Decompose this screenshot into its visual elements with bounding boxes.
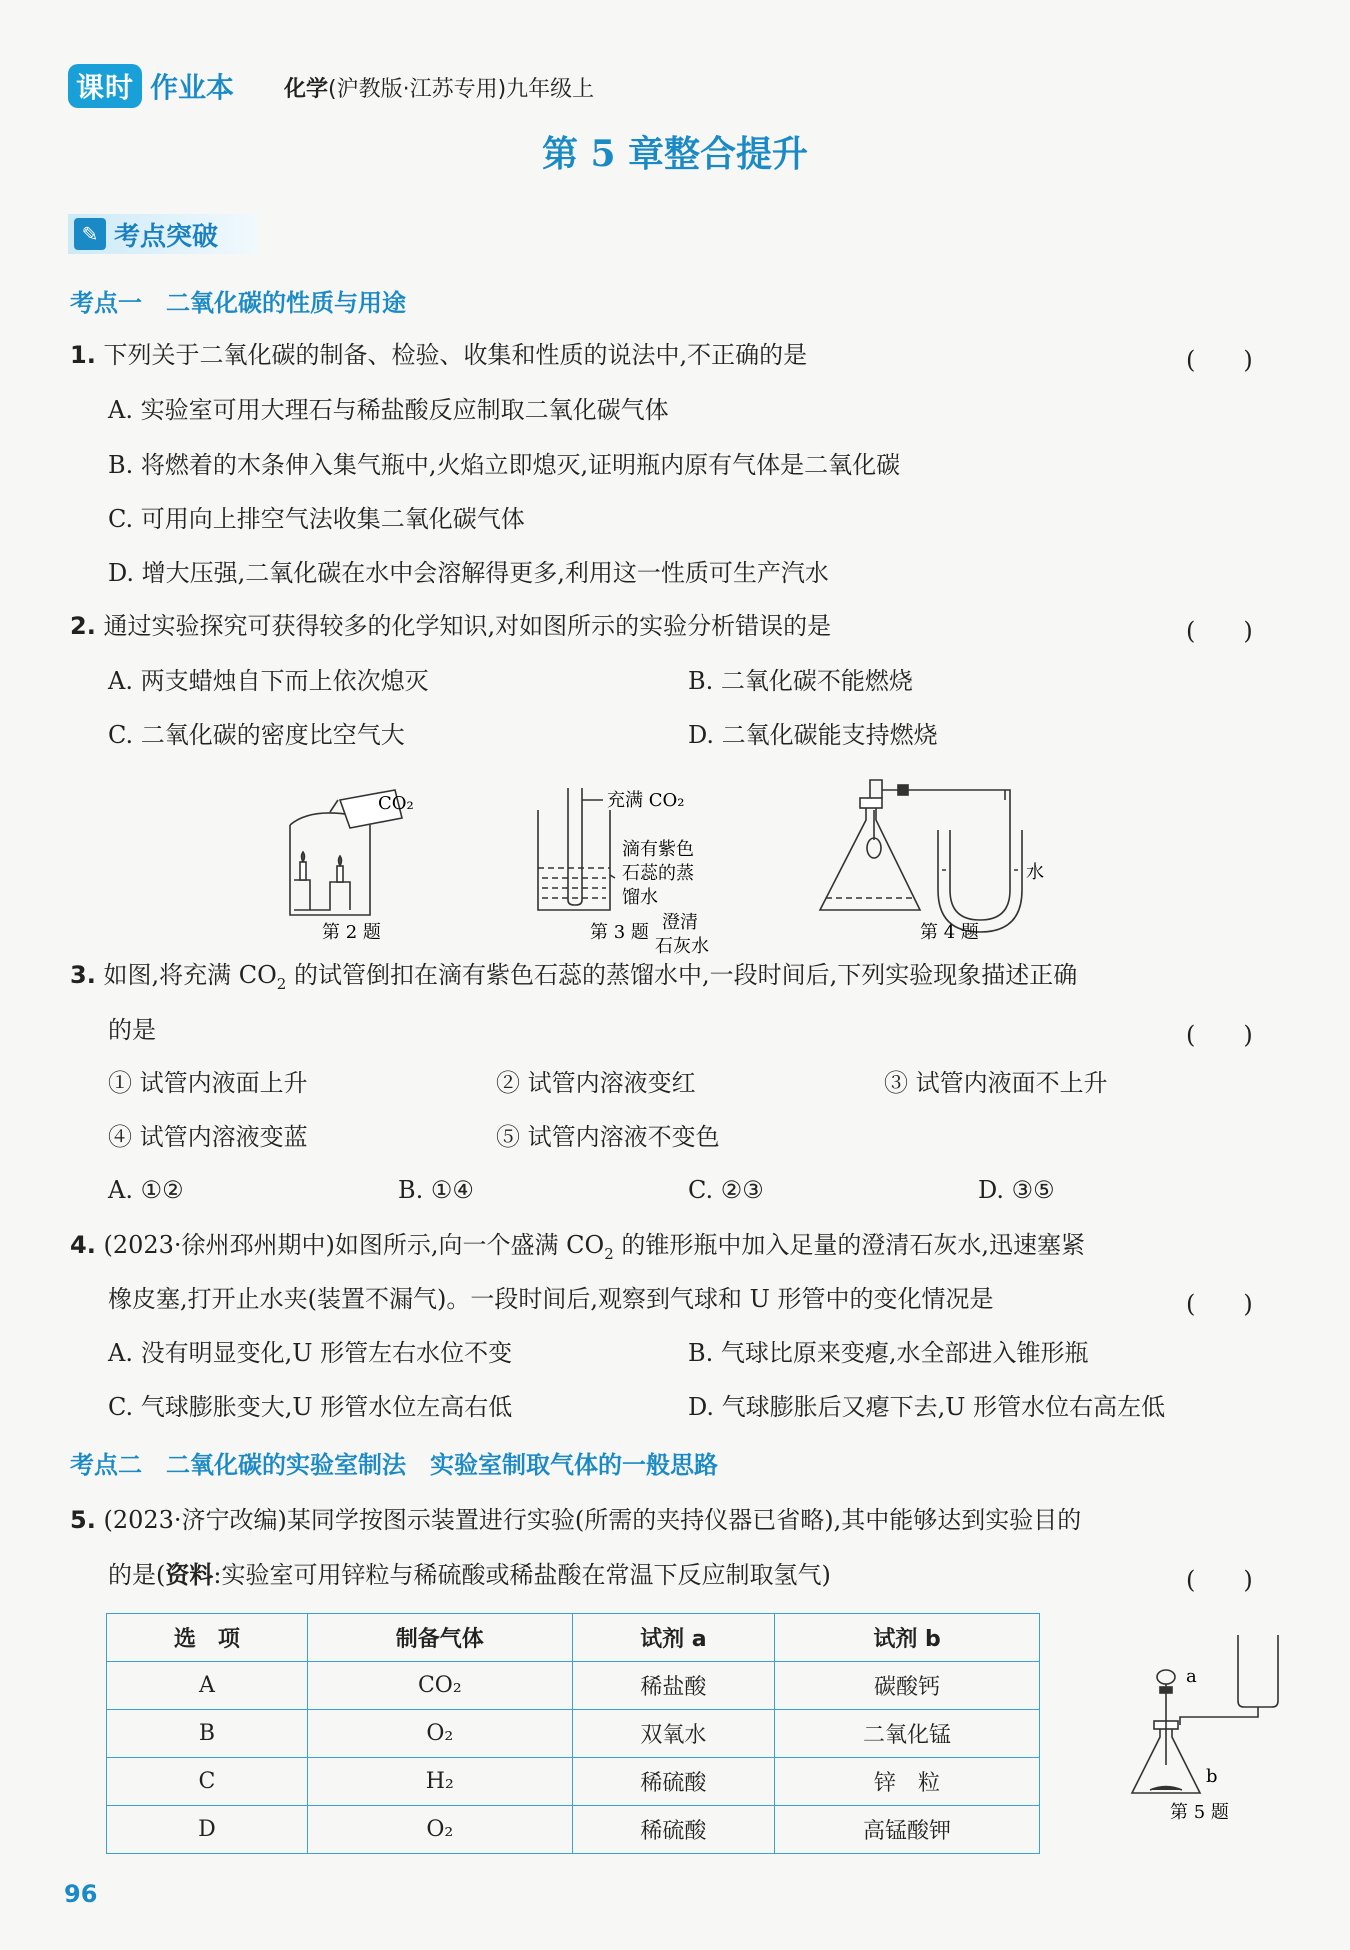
q1-number: 1. (70, 341, 96, 369)
q5-answer-paren: ( ) (1186, 1566, 1253, 1594)
q4-answer-paren: ( ) (1186, 1290, 1253, 1318)
table-cell: D (107, 1806, 308, 1854)
logo-badge: 课时 (68, 64, 142, 108)
table-header-row (107, 1614, 1040, 1662)
point-1: 考点一 二氧化碳的性质与用途 (70, 289, 406, 317)
fig3-caption: 第 3 题 (590, 922, 649, 943)
fig5-caption: 第 5 题 (1170, 1802, 1229, 1823)
q3-option-d: D. ③⑤ (978, 1176, 1055, 1204)
q3-answer-paren: ( ) (1186, 1021, 1253, 1049)
fig3-top-label: 充满 CO₂ (607, 790, 685, 811)
header-subject (284, 72, 594, 103)
q4-number: 4. (70, 1231, 96, 1259)
table-cell: CO₂ (307, 1662, 572, 1710)
fig4-caption: 第 4 题 (920, 922, 979, 943)
q2-text: 通过实验探究可获得较多的化学知识,对如图所示的实验分析错误的是 (103, 612, 832, 640)
pencil-icon: ✎ (74, 218, 106, 250)
table-cell: H₂ (307, 1758, 572, 1806)
q4-text-a: (2023·徐州邳州期中)如图所示,向一个盛满 CO (103, 1231, 605, 1259)
fig4-label-2: 石灰水 (655, 936, 709, 957)
q3-statement-4: ④ 试管内溶液变蓝 (108, 1123, 308, 1151)
q3-text-b: 的试管倒扣在滴有紫色石蕊的蒸馏水中,一段时间后,下列实验现象描述正确 (286, 961, 1078, 989)
table-cell: 双氧水 (572, 1710, 774, 1758)
fig5-b-label: b (1206, 1766, 1218, 1787)
fig4-label-1: 澄清 (662, 912, 698, 933)
table-cell: 高锰酸钾 (775, 1806, 1040, 1854)
q1-option-a: A. 实验室可用大理石与稀盐酸反应制取二氧化碳气体 (108, 396, 669, 424)
table-cell: 稀硫酸 (572, 1758, 774, 1806)
q2-option-c: C. 二氧化碳的密度比空气大 (108, 721, 405, 749)
header-logo (68, 66, 234, 106)
q2-answer-paren: ( ) (1186, 617, 1253, 645)
logo-text: 作业本 (150, 71, 235, 104)
point-2: 考点二 二氧化碳的实验室制法 实验室制取气体的一般思路 (70, 1451, 718, 1479)
table-cell: O₂ (307, 1710, 572, 1758)
fig2-caption: 第 2 题 (322, 922, 381, 943)
table-row (107, 1758, 1040, 1806)
q3-text-a: 如图,将充满 CO (103, 961, 277, 989)
q3-statement-2: ② 试管内溶液变红 (496, 1069, 696, 1097)
fig3-label-3: 馏水 (622, 887, 658, 908)
q4-option-c: C. 气球膨胀变大,U 形管水位左高右低 (108, 1393, 513, 1421)
q1-option-b: B. 将燃着的木条伸入集气瓶中,火焰立即熄灭,证明瓶内原有气体是二氧化碳 (108, 451, 901, 479)
table-cell: 锌 粒 (775, 1758, 1040, 1806)
q5-text-2c: :实验室可用锌粒与稀硫酸或稀盐酸在常温下反应制取氢气) (213, 1561, 831, 1589)
q2-option-b: B. 二氧化碳不能燃烧 (688, 667, 913, 695)
section-title: 考点突破 (114, 221, 219, 252)
q1-answer-paren: ( ) (1186, 346, 1253, 374)
fig3-label-1: 滴有紫色 (622, 839, 694, 860)
figure-5 (1120, 1625, 1290, 1825)
q1-option-d: D. 增大压强,二氧化碳在水中会溶解得更多,利用这一性质可生产汽水 (108, 559, 829, 587)
table-cell: O₂ (307, 1806, 572, 1854)
table-header: 试剂 b (775, 1614, 1040, 1662)
q4-sub: 2 (604, 1244, 614, 1263)
fig5-a-label: a (1186, 1666, 1197, 1687)
q3-statement-1: ① 试管内液面上升 (108, 1069, 308, 1097)
table-row (107, 1806, 1040, 1854)
q1-text: 下列关于二氧化碳的制备、检验、收集和性质的说法中,不正确的是 (103, 341, 808, 369)
q3-option-a: A. ①② (108, 1176, 184, 1204)
figure-4 (820, 780, 1022, 932)
q2-number: 2. (70, 612, 96, 640)
q1-option-c: C. 可用向上排空气法收集二氧化碳气体 (108, 505, 525, 533)
table-header: 选 项 (107, 1614, 308, 1662)
table-header: 试剂 a (572, 1614, 774, 1662)
q3-option-c: C. ②③ (688, 1176, 764, 1204)
table-cell: C (107, 1758, 308, 1806)
q5-number: 5. (70, 1506, 96, 1534)
q3-statement-3: ③ 试管内液面不上升 (884, 1069, 1108, 1097)
chapter-title: 第 5 章整合提升 (541, 133, 809, 175)
q2-option-d: D. 二氧化碳能支持燃烧 (688, 721, 938, 749)
q3-sub: 2 (276, 974, 287, 993)
table-row (107, 1662, 1040, 1710)
q3-statement-5: ⑤ 试管内溶液不变色 (496, 1123, 720, 1151)
q5-stem-2 (108, 1560, 831, 1590)
table-cell: B (107, 1710, 308, 1758)
q4-stem-2: 橡皮塞,打开止水夹(装置不漏气)。一段时间后,观察到气球和 U 形管中的变化情况是 (108, 1285, 994, 1313)
fig3-label-2: 石蕊的蒸 (622, 863, 694, 884)
q4-option-d: D. 气球膨胀后又瘪下去,U 形管水位右高左低 (688, 1393, 1166, 1421)
q4-stem (70, 1230, 1085, 1269)
q2-option-a: A. 两支蜡烛自下而上依次熄灭 (108, 667, 429, 695)
q5-stem (70, 1505, 1081, 1535)
q5-text-2b: 资料 (165, 1560, 214, 1589)
q3-stem-2: 的是 (108, 1016, 156, 1044)
q1-stem (70, 340, 807, 370)
section-banner (68, 214, 258, 254)
q5-table (106, 1613, 1040, 1854)
fig2-co2-label: CO₂ (378, 793, 414, 814)
table-cell: 稀盐酸 (572, 1662, 774, 1710)
q4-text-b: 的锥形瓶中加入足量的澄清石灰水,迅速塞紧 (613, 1231, 1086, 1259)
table-cell: 稀硫酸 (572, 1806, 774, 1854)
figures-row (270, 770, 1044, 957)
fig4-water-label: 水 (1026, 862, 1044, 883)
edition: (沪教版·江苏专用)九年级上 (328, 77, 595, 102)
table-row (107, 1710, 1040, 1758)
q3-option-b: B. ①④ (398, 1176, 474, 1204)
q5-text: (2023·济宁改编)某同学按图示装置进行实验(所需的夹持仪器已省略),其中能够达到实验目的 (103, 1506, 1082, 1534)
q5-text-2a: 的是( (108, 1561, 166, 1589)
table-header: 制备气体 (307, 1614, 572, 1662)
q3-number: 3. (70, 961, 96, 989)
page-number: 96 (64, 1880, 98, 1908)
figure-3 (538, 788, 615, 910)
q4-option-b: B. 气球比原来变瘪,水全部进入锥形瓶 (688, 1339, 1089, 1367)
q4-option-a: A. 没有明显变化,U 形管左右水位不变 (108, 1339, 513, 1367)
table-cell: 二氧化锰 (775, 1710, 1040, 1758)
table-cell: A (107, 1662, 308, 1710)
q2-stem (70, 611, 831, 641)
q3-stem (70, 960, 1077, 999)
subject: 化学 (284, 77, 329, 102)
table-cell: 碳酸钙 (775, 1662, 1040, 1710)
